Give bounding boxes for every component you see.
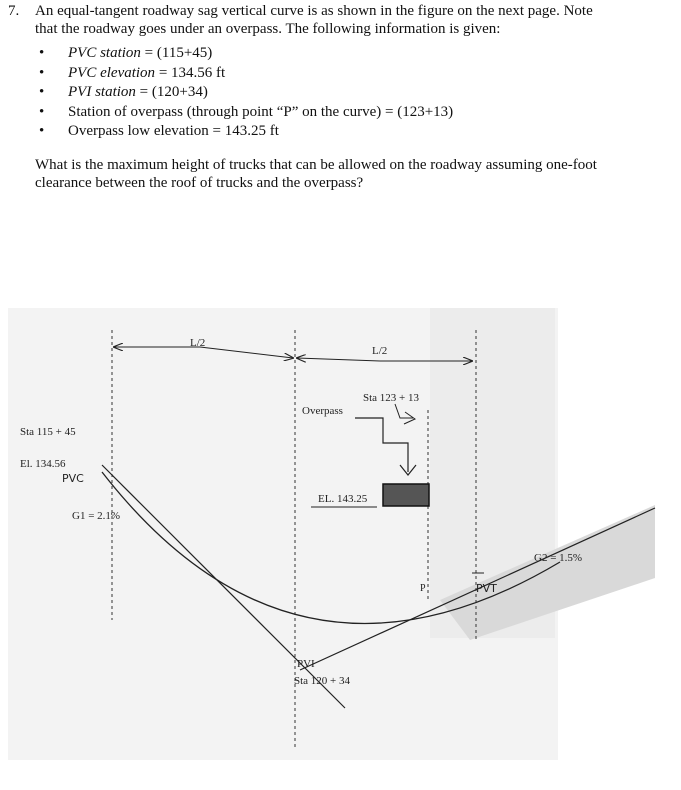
overpass-label: Overpass: [302, 405, 343, 417]
given-value: = (115+45): [144, 45, 213, 61]
g1-label: G1 = 2.1%: [72, 510, 121, 522]
point-p-label: P: [420, 583, 426, 594]
given-item: [35, 64, 668, 84]
given-item: [35, 122, 668, 142]
sag-curve-figure: [0, 300, 681, 760]
l2-right-label: L/2: [372, 345, 388, 357]
sta-overpass-label: Sta 123 + 13: [363, 392, 420, 404]
pvt-label: PVT: [476, 582, 497, 595]
given-label: PVC elevation: [68, 64, 156, 81]
given-value: = 134.56 ft: [158, 64, 226, 81]
problem-number: 7.: [8, 3, 20, 19]
given-value: = 143.25 ft: [212, 123, 279, 139]
overpass-beam: [383, 484, 429, 506]
sta-pvi-label: Sta 120 + 34: [294, 675, 351, 687]
pvi-label: PVI: [297, 658, 315, 670]
given-label: Overpass low elevation: [68, 123, 209, 139]
el-overpass-label: EL. 143.25: [318, 493, 368, 505]
given-item: [35, 44, 668, 64]
sta-pvc-label: Sta 115 + 45: [20, 426, 76, 438]
problem-7: [8, 2, 668, 192]
given-item: [35, 83, 668, 103]
intro-line-2: that the roadway goes under an overpass. The following information is given:: [35, 21, 501, 37]
given-label: PVC station: [68, 45, 141, 61]
pvc-label: PVC: [62, 472, 84, 485]
given-label: PVI station: [68, 84, 136, 100]
l2-left-label: L/2: [190, 337, 206, 349]
question: [35, 156, 668, 192]
given-value: = (123+13): [385, 103, 454, 120]
problem-intro: [35, 2, 668, 38]
given-item: [35, 103, 668, 123]
question-line-1: What is the maximum height of trucks that can be allowed on the roadway assuming one-foot: [35, 156, 597, 173]
g2-label: G2 = 1.5%: [534, 552, 583, 564]
given-value: = (120+34): [139, 84, 208, 100]
given-label: Station of overpass (through point “P” on the curve): [68, 103, 382, 120]
question-line-2: clearance between the roof of trucks and the overpass?: [35, 174, 364, 191]
intro-line-1: An equal-tangent roadway sag vertical curve is as shown in the figure on the next page. Note: [35, 3, 593, 19]
el-pvc-label: El. 134.56: [20, 458, 66, 470]
given-list: [35, 44, 668, 142]
